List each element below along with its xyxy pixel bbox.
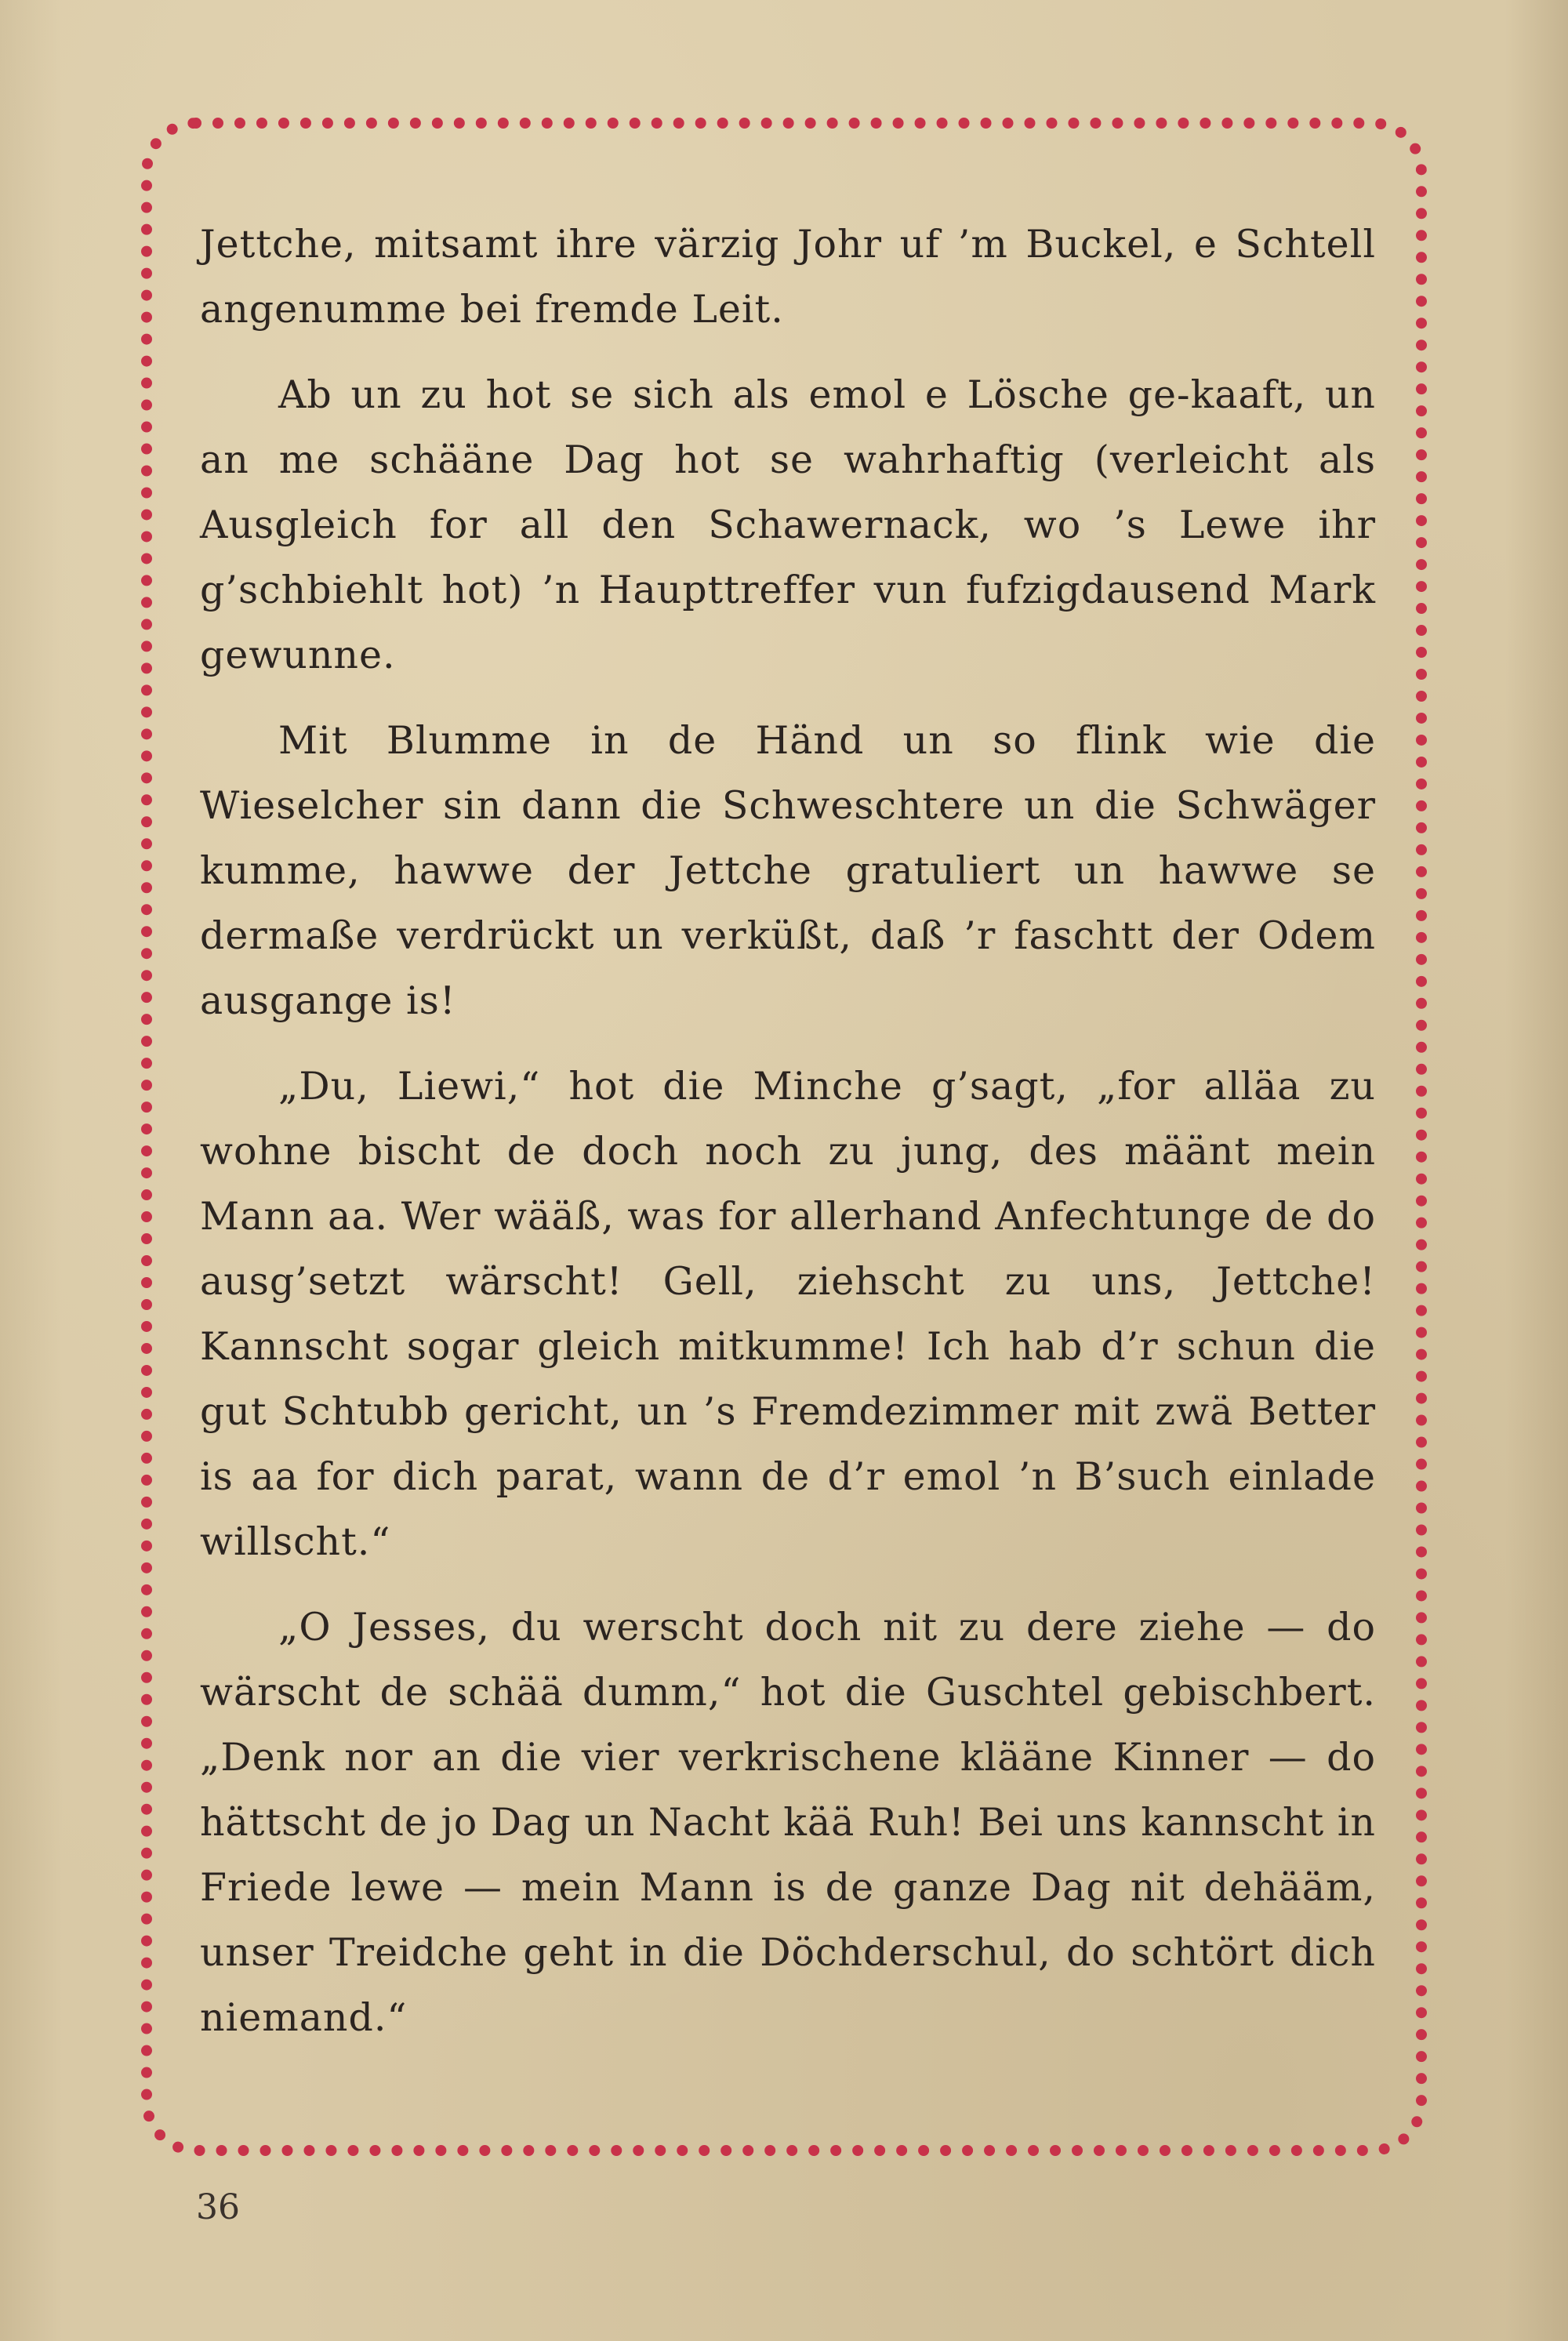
text-block [200,212,1376,2109]
paragraph-3: Mit Blumme in de Händ un so flink wie die Wieselcher sin dann die Schweschtere un die Schwäger kumme, hawwe der Jettche gratuliert un hawwe se dermaße verdrückt un verküßt, daß ’r faschtt der Odem ausgange is! [200,718,1376,1023]
paragraph-2: Ab un zu hot se sich als emol e Lösche ge-kaaft, un an me schääne Dag hot se wahrhaftig (verleicht als Ausgleich for all den Schawernack, wo ’s Lewe ihr g’schbiehlt hot) ’n Haupttreffer vun fufzigdausend Mark gewunne. [200,372,1376,677]
paragraph-5: „O Jesses, du werscht doch nit zu dere ziehe — do wärscht de schää dumm,“ hot die Guschtel gebischbert. „Denk nor an die vier verkrischene klääne Kinner — do hättscht de jo Dag un Nacht kää Ruh! Bei uns kannscht in Friede lewe — mein Mann is de ganze Dag nit dehääm, unser Treidche geht in die Döchderschul, do schtört dich niemand.“ [200,1605,1376,2040]
page-number: 36 [196,2187,240,2227]
paragraph-4: „Du, Liewi,“ hot die Minche g’sagt, „for alläa zu wohne bischt de doch noch zu jung, des määnt mein Mann aa. Wer wääß, was for allerhand Anfechtunge de do ausg’setzt wärscht! Gell, ziehscht zu uns, Jettche! Kannscht sogar gleich mitkumme! Ich hab d’r schun die gut Schtubb gericht, un ’s Fremdezimmer mit zwä Better is aa for dich parat, wann de d’r emol ’n B’such einlade willscht.“ [200,1064,1376,1564]
paragraph-1: Jettche, mitsamt ihre värzig Johr uf ’m Buckel, e Schtell angenumme bei fremde Leit. [200,222,1376,332]
